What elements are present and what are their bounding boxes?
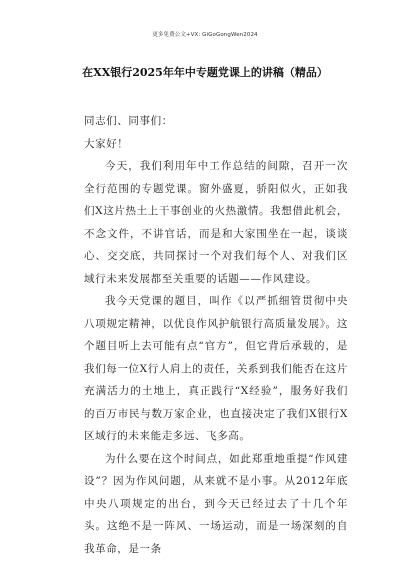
paragraph-2: 我今天党课的题目，叫作《以严抓细管贯彻中央八项规定精神，以优良作风护航银行高质量发展》。这个题目听上去可能有点“官方”，但它背后承载的，是我们每一位X行人肩上的责任，关系到我们能否在这片充满活力的土地上，真正践行“X经验”，服务好我们的百万市民与数万家企业，也直接决定了我们X银行X区域行的未来能走多远、飞多高。 bbox=[84, 295, 348, 442]
paragraph-1: 今天，我们利用年中工作总结的间隙，召开一次全行范围的专题党课。窗外盛夏，骄阳似火，正如我们X这片热土上干事创业的火热激情。我想借此机会，不念文件，不讲官话，而是和大家围坐在一起，谈谈心、交交底，共同探讨一个对我们每个人、对我们区域行未来发展都至关重要的话题——作风建设。 bbox=[84, 160, 348, 285]
paragraph-3: 为什么要在这个时间点，如此郑重地重提“作风建设”？因为作风问题，从来就不是小事。从2012年底中央八项规定的出台，到今天已经过去了十几个年头。这绝不是一阵风、一场运动，而是一场深刻的自我革命，是一条 bbox=[84, 452, 348, 555]
header-note: 更多免费公文+VX: GiGoGongWen2024 bbox=[152, 32, 258, 38]
greeting: 大家好！ bbox=[84, 137, 129, 150]
document-body bbox=[84, 110, 348, 560]
document-title: 在XX银行2025年年中专题党课上的讲稿（精品） bbox=[82, 66, 328, 79]
salutation: 同志们、同事们： bbox=[84, 115, 173, 127]
